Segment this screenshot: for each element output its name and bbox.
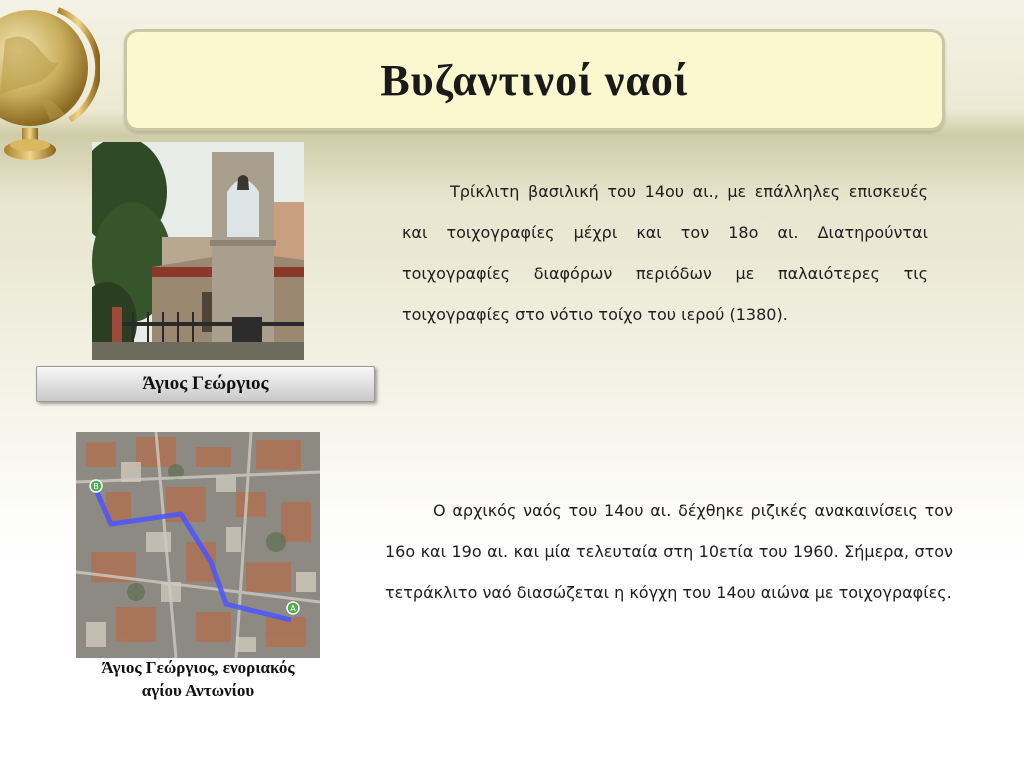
globe-decoration: [0, 0, 100, 170]
slide-title: Βυζαντινοί ναοί: [380, 55, 689, 105]
map-caption: [68, 656, 328, 702]
map-marker-start: [90, 480, 102, 492]
paragraph-2: Ο αρχικός ναός του 14ου αι. δέχθηκε ριζικές ανακαινίσεις τον 16ο και 19ο αι. και μία τελευταία στη 10ετία του 1960. Σήμερα, στον τετράκλιτο ναό διασώζεται η κόγχη του 14ου αιώνα με τοιχογραφίες.: [385, 501, 953, 602]
title-box: [124, 29, 945, 131]
church-photo: [92, 142, 304, 360]
photo-caption: Άγιος Γεώργιος: [36, 366, 375, 402]
map-caption-line-1: Άγιος Γεώργιος, ενοριακός: [101, 658, 295, 677]
paragraph-1: Τρίκλιτη βασιλική του 14ου αι., με επάλληλες επισκευές και τοιχογραφίες μέχρι και τον 18ο αι. Διατηρούνται τοιχογραφίες διαφόρων περιόδων με παλαιότερες τις τοιχογραφίες στο νότιο τοίχο του ιερού (1380).: [402, 182, 928, 324]
satellite-map: [76, 432, 320, 658]
map-caption-line-2: αγίου Αντωνίου: [141, 681, 255, 700]
map-marker-end: [287, 602, 299, 614]
svg-text:B: B: [93, 482, 99, 491]
svg-text:A: A: [290, 604, 296, 613]
